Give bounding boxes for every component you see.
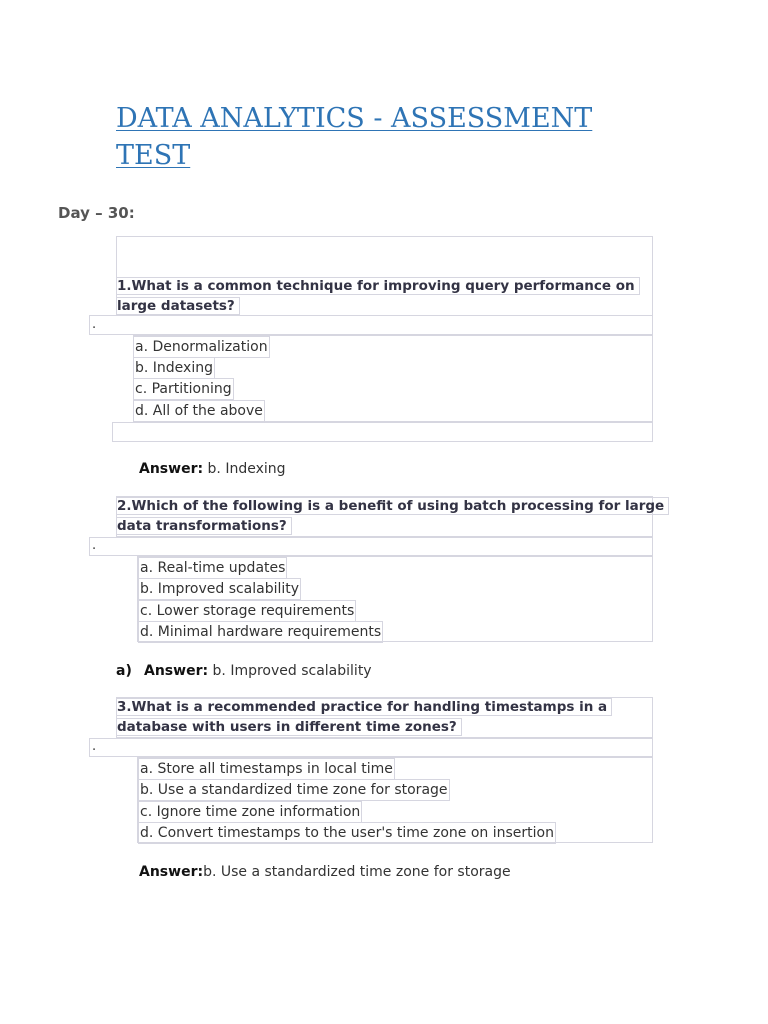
answer-text: b. Improved scalability (208, 663, 372, 679)
question-2-answer (116, 661, 372, 681)
question-3-option-c: c. Ignore time zone information (138, 801, 362, 823)
question-2-dot: . (92, 538, 97, 553)
question-1-answer (139, 459, 286, 479)
question-3-dot: . (92, 739, 97, 754)
question-1-option-a: a. Denormalization (133, 336, 270, 358)
question-3-line-1: 3.What is a recommended practice for handling timestamps in a (116, 698, 612, 716)
question-3-dot-row (89, 738, 653, 757)
question-3-text (116, 697, 612, 737)
question-3-line-2: database with users in different time zones? (116, 718, 462, 736)
question-2-option-b: b. Improved scalability (138, 578, 301, 600)
question-2-option-a: a. Real-time updates (138, 557, 287, 579)
question-2-line-1: 2.Which of the following is a benefit of using batch processing for large (116, 497, 669, 515)
question-1-option-c: c. Partitioning (133, 378, 234, 400)
answer-text: b. Indexing (203, 461, 286, 477)
day-label: Day – 30: (58, 204, 135, 222)
question-3-option-b: b. Use a standardized time zone for storage (138, 779, 450, 801)
question-1-line-1: 1.What is a common technique for improving query performance on (116, 277, 640, 295)
question-1-spacer-row (112, 422, 653, 442)
answer-label: Answer: (144, 663, 209, 679)
answer-prefix: a) (116, 663, 132, 679)
question-3-option-d: d. Convert timestamps to the user's time zone on insertion (138, 822, 556, 844)
question-2-option-c: c. Lower storage requirements (138, 600, 356, 622)
page-title: DATA ANALYTICS - ASSESSMENT TEST (116, 103, 593, 171)
question-1-text (116, 276, 640, 316)
question-2-line-2: data transformations? (116, 517, 292, 535)
question-3-answer (139, 862, 511, 882)
answer-label: Answer: (139, 864, 204, 880)
question-3-option-a: a. Store all timestamps in local time (138, 758, 395, 780)
question-2-option-d: d. Minimal hardware requirements (138, 621, 383, 643)
question-2-text (116, 496, 669, 536)
question-1-option-d: d. All of the above (133, 400, 265, 422)
question-1-option-b: b. Indexing (133, 357, 215, 379)
answer-label: Answer: (139, 461, 204, 477)
question-1-line-2: large datasets? (116, 297, 240, 315)
answer-text: b. Use a standardized time zone for storage (203, 864, 511, 880)
question-1-dot-row (89, 315, 653, 335)
question-2-dot-row (89, 537, 653, 556)
question-1-dot: . (92, 317, 97, 332)
